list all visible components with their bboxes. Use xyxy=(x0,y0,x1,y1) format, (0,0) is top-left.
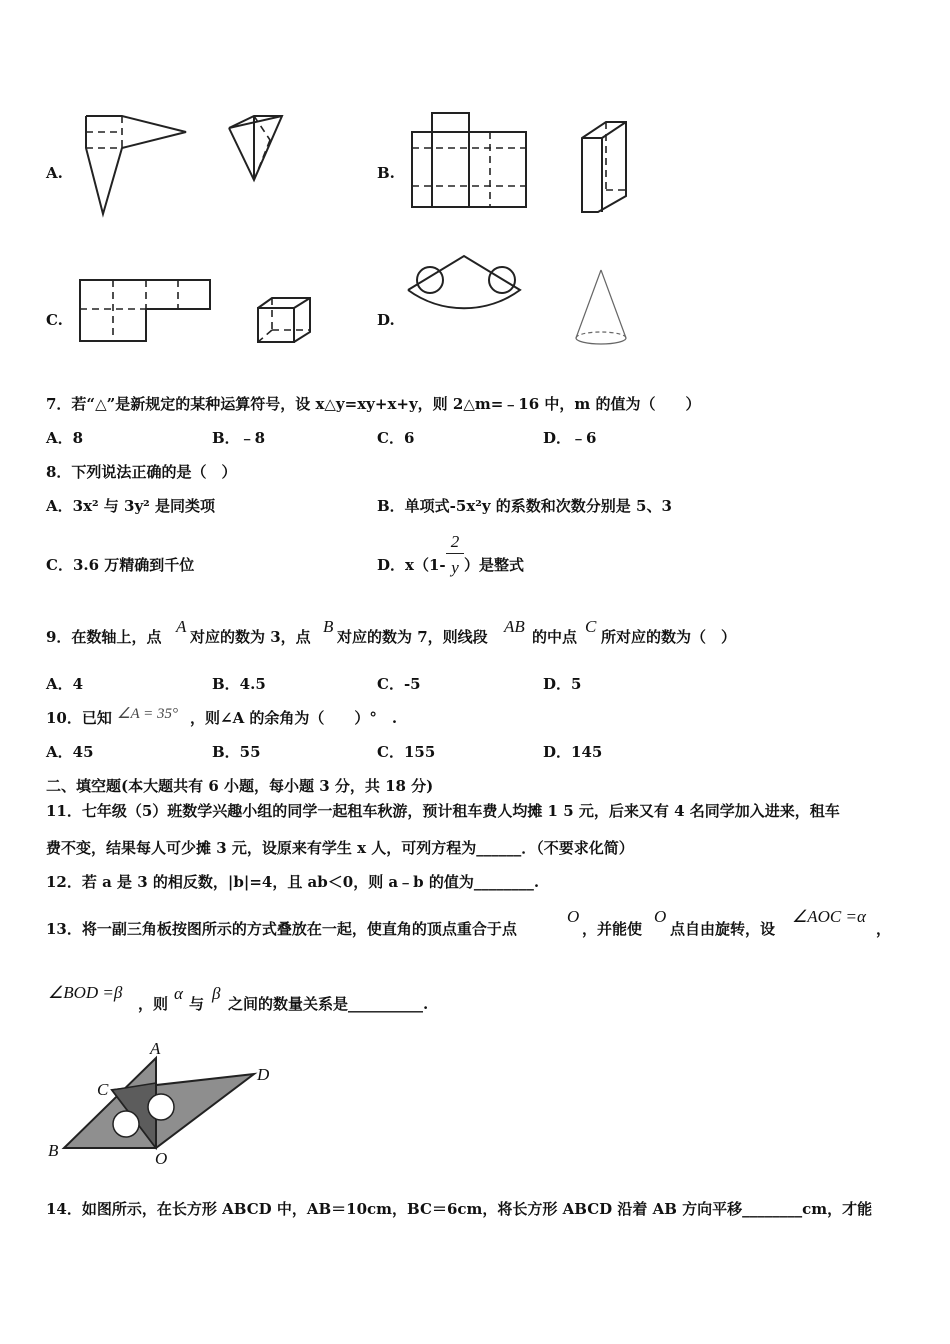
q14-stem: 14．如图所示，在长方形 ABCD 中，AB＝10cm，BC＝6cm，将长方形 ABCD 沿着 AB 方向平移________cm，才能 xyxy=(46,1200,873,1218)
q10-angle-expression: ∠A = 35° xyxy=(117,706,178,722)
q9-stem-part2: 对应的数为 3，点 xyxy=(190,628,311,646)
q8-option-a: A．3x² 与 3y² 是同类项 xyxy=(46,497,215,515)
q9-stem-part4: 的中点 xyxy=(532,628,578,646)
q9-stem-part3: 对应的数为 7，则线段 xyxy=(337,628,488,646)
q7-option-b: B．﹣8 xyxy=(212,429,266,447)
q8-fraction-denominator: y xyxy=(451,558,459,577)
q8-option-d-suffix: ）是整式 xyxy=(464,556,525,574)
q13-angle-aoc: ∠AOC =α xyxy=(792,907,866,926)
q13-point-o-1: O xyxy=(567,907,580,926)
q9-option-d: D．5 xyxy=(543,675,582,693)
q10-stem-part1: 10．已知 xyxy=(46,709,112,727)
q8-option-d-prefix: D．x（1- xyxy=(377,556,446,574)
q13-stem-part3: 点自由旋转，设 xyxy=(670,920,776,938)
q9-stem-part5: 所对应的数为（ ） xyxy=(601,628,737,646)
q8-option-b: B．单项式-5x²y 的系数和次数分别是 5、3 xyxy=(377,497,672,515)
option-label-a: A. xyxy=(46,164,63,182)
q10-option-b: B．55 xyxy=(212,743,261,761)
option-label-c: C. xyxy=(46,311,63,329)
q7-option-a: A．8 xyxy=(46,429,84,447)
q12-stem: 12．若 a 是 3 的相反数，|b|=4，且 ab＜0，则 a﹣b 的值为________. xyxy=(46,873,540,891)
q13-point-o-2: O xyxy=(654,907,667,926)
q8-fraction-numerator: 2 xyxy=(450,532,460,551)
q10-option-a: A．45 xyxy=(46,743,94,761)
q10-option-c: C．155 xyxy=(377,743,436,761)
q13-angle-bod: ∠BOD =β xyxy=(48,983,123,1002)
q9-option-b: B．4.5 xyxy=(212,675,266,693)
q13-comma: ， xyxy=(876,920,892,938)
q13-beta: β xyxy=(212,984,221,1003)
q9-point-a: A xyxy=(176,617,187,636)
q13-fig-label-o: O xyxy=(155,1149,168,1168)
q9-point-c: C xyxy=(585,617,597,636)
q13-stem-part1: 13．将一副三角板按图所示的方式叠放在一起，使直角的顶点重合于点 xyxy=(46,920,517,938)
q10-stem-part2: ，则∠A 的余角为（ ）° . xyxy=(190,709,398,727)
section-heading: 二、填空题(本大题共有 6 小题，每小题 3 分，共 18 分) xyxy=(46,777,434,795)
q9-segment-ab: AB xyxy=(504,617,525,636)
q13-fig-label-a: A xyxy=(150,1039,161,1058)
q13-stem-part6: 之间的数量关系是__________. xyxy=(228,995,429,1013)
q7-option-d: D．﹣6 xyxy=(543,429,597,447)
q13-alpha: α xyxy=(174,984,183,1003)
q13-stem-part2: ，并能使 xyxy=(582,920,643,938)
q13-fig-label-b: B xyxy=(48,1141,59,1160)
q13-fig-label-c: C xyxy=(97,1080,109,1099)
q7-option-c: C．6 xyxy=(377,429,415,447)
q13-stem-part5: 与 xyxy=(189,995,205,1013)
q9-option-c: C．-5 xyxy=(377,675,421,693)
q10-option-d: D．145 xyxy=(543,743,603,761)
option-label-d: D. xyxy=(377,311,395,329)
q7-stem: 7．若“△”是新规定的某种运算符号，设 x△y=xy+x+y，则 2△m=﹣16 中，m 的值为（ ） xyxy=(46,395,701,413)
q8-stem: 8．下列说法正确的是（ ） xyxy=(46,463,237,481)
q9-point-b: B xyxy=(323,617,334,636)
q9-stem-part1: 9．在数轴上，点 xyxy=(46,628,162,646)
q13-stem-part4: ，则 xyxy=(138,995,169,1013)
option-label-b: B. xyxy=(377,164,395,182)
q13-fig-label-d: D xyxy=(257,1065,270,1084)
q8-option-c: C．3.6 万精确到千位 xyxy=(46,556,195,574)
q9-option-a: A．4 xyxy=(46,675,84,693)
q11-line1: 11．七年级（5）班数学兴趣小组的同学一起租车秋游，预计租车费人均摊 1 5 元，后来又有 4 名同学加入进来，租车 xyxy=(46,802,840,820)
q11-line2: 费不变，结果每人可少摊 3 元，设原来有学生 x 人，可列方程为______．（不要求化简） xyxy=(46,839,634,857)
